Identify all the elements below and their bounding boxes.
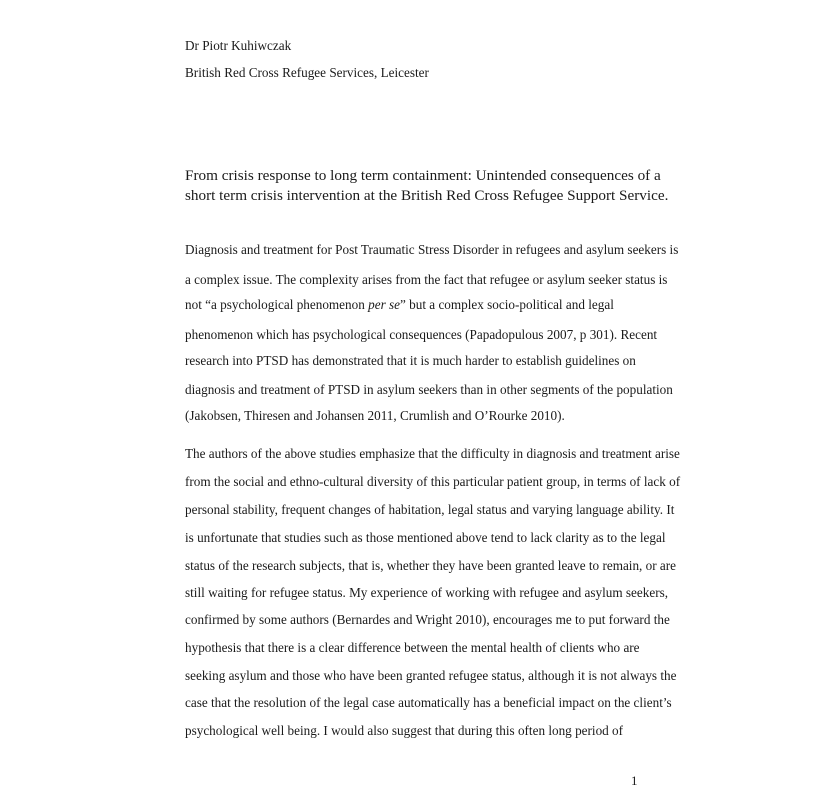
p1-line-3 [185,297,614,313]
page-number: 1 [631,773,638,788]
p2-line-4: is unfortunate that studies such as those mentioned above tend to lack clarity as to the legal [185,530,666,545]
title-line-1: From crisis response to long term containment: Unintended consequences of a [185,167,661,184]
p1-line-3-text-b: ” but a complex socio-political and legal [400,297,614,312]
p2-line-2: from the social and ethno-cultural diversity of this particular patient group, in terms of lack of [185,474,681,489]
p2-line-8: hypothesis that there is a clear difference between the mental health of clients who are [185,640,640,655]
title-line-2: short term crisis intervention at the British Red Cross Refugee Support Service. [185,187,669,204]
p1-line-2: a complex issue. The complexity arises from the fact that refugee or asylum seeker status is [185,272,668,287]
p1-line-1: Diagnosis and treatment for Post Traumatic Stress Disorder in refugees and asylum seekers is [185,242,679,257]
p2-line-3: personal stability, frequent changes of habitation, legal status and varying language ability. It [185,502,675,517]
p1-line-3-italic: per se [368,297,400,312]
p1-line-3-text-a: not “a psychological phenomenon [185,297,369,312]
p1-line-4: phenomenon which has psychological consequences (Papadopulous 2007, p 301). Recent [185,327,658,342]
author-affiliation: British Red Cross Refugee Services, Leicester [185,65,429,80]
p1-line-5: research into PTSD has demonstrated that it is much harder to establish guidelines on [185,353,636,368]
p2-line-10: case that the resolution of the legal case automatically has a beneficial impact on the client’s [185,695,672,710]
p2-line-6: still waiting for refugee status. My experience of working with refugee and asylum seekers, [185,585,669,600]
p2-line-9: seeking asylum and those who have been granted refugee status, although it is not always the [185,668,677,683]
p1-line-7: (Jakobsen, Thiresen and Johansen 2011, Crumlish and O’Rourke 2010). [185,408,565,423]
p2-line-5: status of the research subjects, that is, whether they have been granted leave to remain, or are [185,558,677,573]
author-name: Dr Piotr Kuhiwczak [185,38,292,53]
p2-line-1: The authors of the above studies emphasize that the difficulty in diagnosis and treatment arise [185,446,680,461]
p2-line-11: psychological well being. I would also suggest that during this often long period of [185,723,624,738]
p1-line-6: diagnosis and treatment of PTSD in asylum seekers than in other segments of the population [185,382,673,397]
p2-line-7: confirmed by some authors (Bernardes and Wright 2010), encourages me to put forward the [185,612,670,627]
